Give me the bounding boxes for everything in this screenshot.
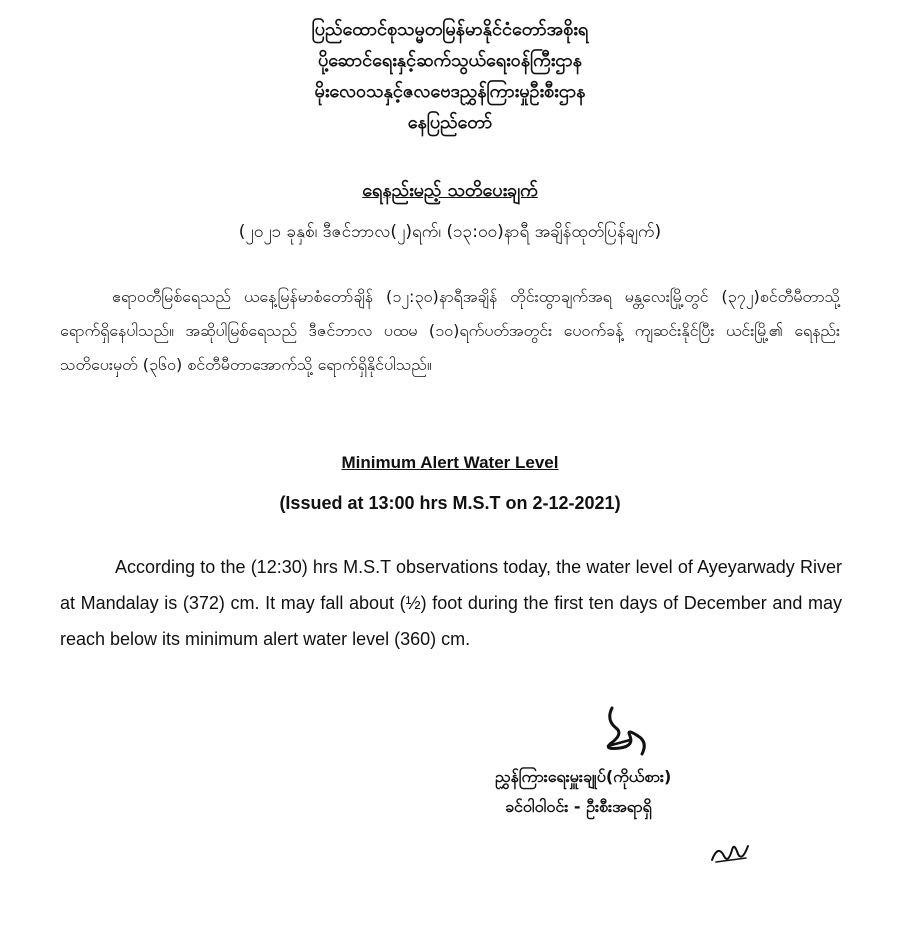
header-city-line: နေပြည်တော် [407, 112, 493, 133]
signatory-title: ညွှန်ကြားရေးမှူးချုပ်(ကိုယ်စား) [495, 767, 672, 786]
myanmar-notice-issued: (၂၀၂၁ ခုနှစ်၊ ဒီဇင်ဘာလ(၂)ရက်၊ (၁၃:၀၀)နာရီ အချိန်ထုတ်ပြန်ချက်) [238, 222, 662, 242]
signatory-block [495, 762, 671, 822]
english-notice-title: Minimum Alert Water Level [341, 453, 559, 472]
english-notice-issued: (Issued at 13:00 hrs M.S.T on 2-12-2021) [279, 493, 621, 513]
myanmar-notice-body: ဧရာဝတီမြစ်ရေသည် ယနေ့မြန်မာစံတော်ချိန် (၁၂:၃၀)နာရီအချိန် တိုင်းထွာချက်အရ မန္တလေးမြို့တွင် (၃၇၂)စင်တီမီတာသို့ ရောက်ရှိနေပါသည်။ အဆိုပါမြစ်ရေသည် ဒီဇင်ဘာလ ပထမ (၁၀)ရက်ပတ်အတွင်း ပေဝက်ခန့် ကျဆင်းနိုင်ပြီး ယင်းမြို့၏ ရေနည်းသတိပေးမှတ် (၃၆၀) စင်တီမီတာအောက်သို့ ရောက်ရှိနိုင်ပါသည်။ [60, 287, 840, 374]
header-government-line: ပြည်ထောင်စုသမ္မတမြန်မာနိုင်ငံတော်အစိုးရ [311, 19, 589, 40]
header-ministry-line: ပို့ဆောင်ရေးနှင့်ဆက်သွယ်ရေးဝန်ကြီးဌာန [318, 50, 582, 71]
signature-mark [590, 700, 660, 760]
english-notice-body: According to the (12:30) hrs M.S.T observations today, the water level of Ayeyarwady River at Mandalay is (372) cm. It may fall about (½) foot during the first ten days of December and may reach below its minimum alert water level (360) cm. [60, 557, 842, 649]
signatory-name: ခင်ဝါဝါဝင်း - ဦးစီးအရာရှိ [505, 797, 652, 816]
initials-mark [708, 836, 754, 866]
myanmar-notice-title: ရေနည်းမည့် သတိပေးချက် [362, 180, 538, 201]
document-header [0, 14, 900, 138]
header-department-line: မိုးလေဝသနှင့်ဇလဗေဒညွှန်ကြားမှုဦးစီးဌာန [314, 81, 586, 102]
